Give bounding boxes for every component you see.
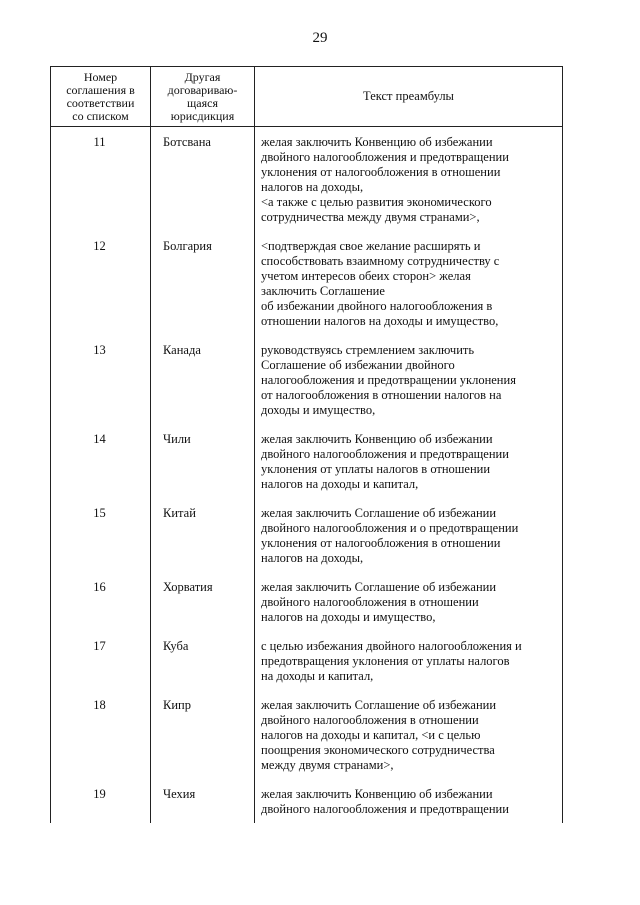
preamble-line: двойного налогообложения и предотвращении xyxy=(261,447,509,461)
preamble-text xyxy=(255,335,563,424)
page-number: 29 xyxy=(312,30,328,46)
preamble-line: желая заключить Соглашение об избежании xyxy=(261,580,497,594)
jurisdiction-name: Кипр xyxy=(151,690,255,779)
preamble-line: желая заключить Конвенцию об избежании xyxy=(261,135,493,149)
table-row xyxy=(51,572,563,631)
agreement-number: 18 xyxy=(51,690,151,779)
preamble-text xyxy=(255,424,563,498)
table-row xyxy=(51,690,563,779)
header-line: соглашения в xyxy=(66,82,135,97)
preamble-line: налогов на доходы, xyxy=(261,551,364,565)
preamble-line: заключить Соглашение xyxy=(261,284,385,298)
preamble-text xyxy=(255,779,563,823)
table-row xyxy=(51,779,563,823)
preamble-line: <а также с целью развития экономического xyxy=(261,195,492,209)
preamble-line: предотвращения уклонения от уплаты налогов xyxy=(261,654,510,668)
preamble-line: от налогообложения в отношении налогов на xyxy=(261,388,502,402)
table-row xyxy=(51,498,563,572)
table-row xyxy=(51,631,563,690)
preamble-line: налогов на доходы и капитал, <и с целью xyxy=(261,728,481,742)
preamble-text xyxy=(255,690,563,779)
jurisdiction-name: Чили xyxy=(151,424,255,498)
preamble-line: налогов на доходы, xyxy=(261,180,364,194)
agreement-number: 15 xyxy=(51,498,151,572)
header-line: Другая xyxy=(184,69,221,84)
jurisdiction-name: Чехия xyxy=(151,779,255,823)
preamble-line: об избежании двойного налогообложения в xyxy=(261,299,493,313)
preamble-line: уклонения от налогообложения в отношении xyxy=(261,536,501,550)
preamble-line: <подтверждая свое желание расширять и xyxy=(261,239,481,253)
preamble-text xyxy=(255,631,563,690)
preamble-line: Соглашение об избежании двойного xyxy=(261,358,455,372)
header-line: щаяся xyxy=(187,95,218,110)
jurisdiction-name: Болгария xyxy=(151,231,255,335)
preamble-line: двойного налогообложения в отношении xyxy=(261,713,479,727)
preamble-line: уклонения от уплаты налогов в отношении xyxy=(261,462,491,476)
table-body xyxy=(51,127,563,824)
table-row xyxy=(51,424,563,498)
header-line: со списком xyxy=(72,108,129,123)
preamble-line: сотрудничества между двумя странами>, xyxy=(261,210,480,224)
agreement-number: 14 xyxy=(51,424,151,498)
jurisdiction-name: Ботсвана xyxy=(151,127,255,232)
header-line: договариваю- xyxy=(167,82,238,97)
preamble-table xyxy=(50,66,563,823)
preamble-line: двойного налогообложения и о предотвращении xyxy=(261,521,519,535)
preamble-text xyxy=(255,498,563,572)
preamble-line: двойного налогообложения и предотвращении xyxy=(261,802,509,816)
header-line: юрисдикция xyxy=(170,108,235,123)
preamble-line: способствовать взаимному сотрудничеству с xyxy=(261,254,500,268)
header-agreement-number xyxy=(51,67,151,127)
header-preamble-text xyxy=(255,67,563,127)
preamble-line: руководствуясь стремлением заключить xyxy=(261,343,475,357)
jurisdiction-name: Куба xyxy=(151,631,255,690)
preamble-line: желая заключить Соглашение об избежании xyxy=(261,698,497,712)
preamble-line: желая заключить Конвенцию об избежании xyxy=(261,432,493,446)
agreement-number: 11 xyxy=(51,127,151,232)
preamble-line: двойного налогообложения и предотвращении xyxy=(261,150,509,164)
jurisdiction-name: Хорватия xyxy=(151,572,255,631)
agreement-number: 17 xyxy=(51,631,151,690)
table-row xyxy=(51,127,563,232)
preamble-text xyxy=(255,231,563,335)
agreement-number: 12 xyxy=(51,231,151,335)
agreement-number: 16 xyxy=(51,572,151,631)
preamble-line: налогов на доходы и капитал, xyxy=(261,477,419,491)
table-header xyxy=(51,67,563,127)
agreement-number: 13 xyxy=(51,335,151,424)
header-line: Номер xyxy=(83,69,118,84)
preamble-line: учетом интересов обеих сторон> желая xyxy=(261,269,471,283)
jurisdiction-name: Канада xyxy=(151,335,255,424)
header-other-jurisdiction xyxy=(151,67,255,127)
preamble-line: доходы и имущество, xyxy=(261,403,376,417)
preamble-line: между двумя странами>, xyxy=(261,758,394,772)
preamble-text xyxy=(255,572,563,631)
preamble-line: налогов на доходы и имущество, xyxy=(261,610,436,624)
preamble-line: на доходы и капитал, xyxy=(261,669,374,683)
preamble-line: поощрения экономического сотрудничества xyxy=(261,743,495,757)
jurisdiction-name: Китай xyxy=(151,498,255,572)
agreement-number: 19 xyxy=(51,779,151,823)
preamble-line: двойного налогообложения в отношении xyxy=(261,595,479,609)
header-line: Текст преамбулы xyxy=(363,89,454,103)
preamble-text xyxy=(255,127,563,232)
preamble-line: с целью избежания двойного налогообложения и xyxy=(261,639,522,653)
preamble-line: желая заключить Конвенцию об избежании xyxy=(261,787,493,801)
preamble-line: отношении налогов на доходы и имущество, xyxy=(261,314,499,328)
preamble-line: налогообложения и предотвращении уклонения xyxy=(261,373,516,387)
table-row xyxy=(51,231,563,335)
preamble-line: уклонения от налогообложения в отношении xyxy=(261,165,501,179)
table-row xyxy=(51,335,563,424)
preamble-line: желая заключить Соглашение об избежании xyxy=(261,506,497,520)
header-line: соответствии xyxy=(66,95,135,110)
